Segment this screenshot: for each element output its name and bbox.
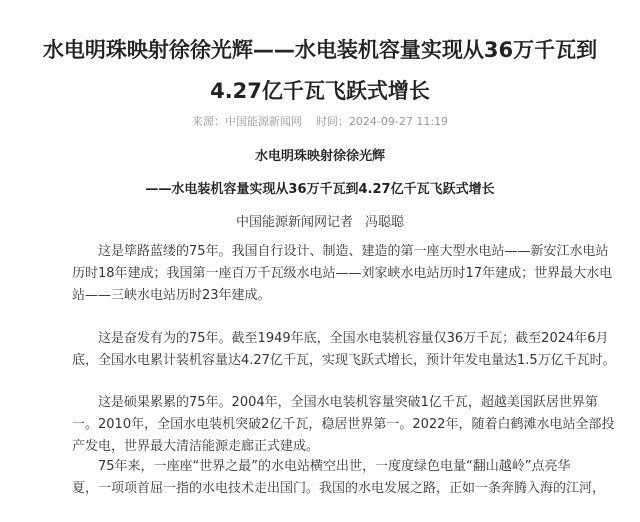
paragraph-2 [72, 328, 616, 372]
paragraph-line: 这是硕果累累的75年。2004年，全国水电装机容量突破1亿千瓦，超越美国跃居世界第 [98, 395, 598, 410]
paragraph-3 [72, 392, 615, 458]
paragraph-4 [72, 456, 612, 500]
article-meta [0, 114, 640, 130]
paragraph-line: 产发电，世界最大清洁能源走廊正式建成。 [72, 439, 320, 454]
source-label: 来源：中国能源新闻网 [191, 115, 302, 128]
paragraph-line: 75年来，一座座“世界之最”的水电站横空出世，一度度绿色电量“翻山越岭”点亮华 [98, 459, 571, 474]
subtitle-line-1: 水电明珠映射徐徐光辉 [254, 149, 385, 164]
subtitle-line-2: ——水电装机容量实现从36万千瓦到4.27亿千瓦飞跃式增长 [145, 182, 495, 197]
paragraph-line: 历时18年建成；我国第一座百万千瓦级水电站——刘家峡水电站历时17年建成；世界最大水电 [72, 266, 613, 281]
byline [0, 214, 640, 232]
paragraph-line: 这是筚路蓝缕的75年。我国自行设计、制造、建造的第一座大型水电站——新安江水电站 [98, 244, 609, 259]
paragraph-line: 一。2010年，全国水电装机突破2亿千瓦，稳居世界第一。2022年，随着白鹤滩水电站全部投 [72, 417, 615, 432]
reporter-name: 冯聪聪 [365, 215, 405, 230]
paragraph-line: 底，全国水电累计装机容量达4.27亿千瓦，实现飞跃式增长，预计年发电量达1.5万亿千瓦时。 [72, 353, 616, 368]
headline-line-2: 4.27亿千瓦飞跃式增长 [210, 79, 430, 103]
paragraph-1 [72, 241, 612, 307]
paragraph-line: 站——三峡水电站历时23年建成。 [72, 288, 271, 303]
publish-time: 时间：2024-09-27 11:19 [315, 115, 449, 128]
reporter-org: 中国能源新闻网记者 [235, 215, 353, 230]
headline-line-1: 水电明珠映射徐徐光辉——水电装机容量实现从36万千瓦到 [42, 38, 598, 62]
paragraph-line: 夏，一项项首屈一指的水电技术走出国门。我国的水电发展之路，正如一条奔腾入海的江河， [72, 481, 606, 496]
paragraph-line: 这是奋发有为的75年。截至1949年底，全国水电装机容量仅36万千瓦；截至2024年6月 [98, 331, 609, 346]
